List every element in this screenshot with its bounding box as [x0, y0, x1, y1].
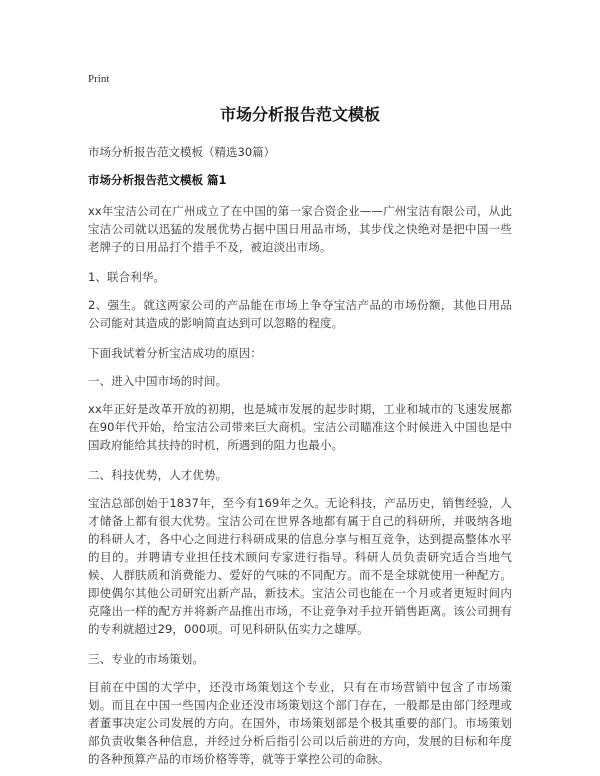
print-link[interactable]: Print: [88, 73, 110, 85]
paragraph-point-2-heading: 二、科技优势，人才优势。: [88, 468, 228, 482]
section-heading: 市场分析报告范文模板 篇1: [88, 173, 227, 187]
paragraph-point-2-body: 宝洁总部创始于1837年，至今有169年之久。无论科技，产品历史，销售经验，人才储备上都有很大优势。宝洁公司在世界各地都有属于自己的科研所，并吸纳各地的科研人才，各中心之间进行科研成果的信息分享与相互竞争，达到提高整体水平的目的。并聘请专业担任技术顾问专家进行指导。科研人员负责研究适合当地气候、人群肤质和消费能力、爱好的气味的不同配方。而不是全球就使用一种配方。即使偶尔其他公司研究出新产品，新技术。宝洁公司也能在一个月或者更短时间内克隆出一样的配方并将新产品推出市场，不让竞争对手拉开销售距离。该公司拥有的专利就超过29，000项。可见科研队伍实力之雄厚。: [88, 496, 512, 636]
document-subtitle: 市场分析报告范文模板（精选30篇）: [88, 145, 276, 159]
paragraph-analysis-lead: 下面我试着分析宝洁成功的原因：: [88, 346, 262, 360]
paragraph-point-1-heading: 一、进入中国市场的时间。: [88, 374, 228, 388]
paragraph-point-3-body: 目前在中国的大学中，还没市场策划这个专业，只有在市场营销中包含了市场策划。而且在中国一些国内企业还没市场策划这个部门存在，一般都是由部门经理或者董事决定公司发展的方向。在国外，市场策划部是个极其重要的部门。市场策划部负责收集各种信息，并经过分析后指引公司以后前进的方向，发展的目标和年度的各种预算产品的市场价格等等，就等于掌控公司的命脉。: [88, 680, 512, 766]
paragraph-competitor-1: 1、联合利华。: [88, 270, 166, 284]
paragraph-point-1-body: xx年正好是改革开放的初期，也是城市发展的起步时期，工业和城市的飞速发展都在90年代开始，给宝洁公司带来巨大商机。宝洁公司瞄准这个时候进入中国也是中国政府能给其扶持的时机，所遇到的阻力也最小。: [88, 402, 512, 452]
paragraph-intro: xx年宝洁公司在广州成立了在中国的第一家合资企业——广州宝洁有限公司，从此宝洁公司就以迅猛的发展优势占据中国日用品市场，其步伐之快绝对是把中国一些老牌子的日用品打个措手不及，被迫淡出市场。: [88, 204, 512, 254]
paragraph-competitor-2: 2、强生。就这两家公司的产品能在市场上争夺宝洁产品的市场份额，其他日用品公司能对其造成的影响简直达到可以忽略的程度。: [88, 298, 512, 330]
document-title: 市场分析报告范文模板: [219, 105, 380, 124]
paragraph-point-3-heading: 三、专业的市场策划。: [88, 652, 204, 666]
